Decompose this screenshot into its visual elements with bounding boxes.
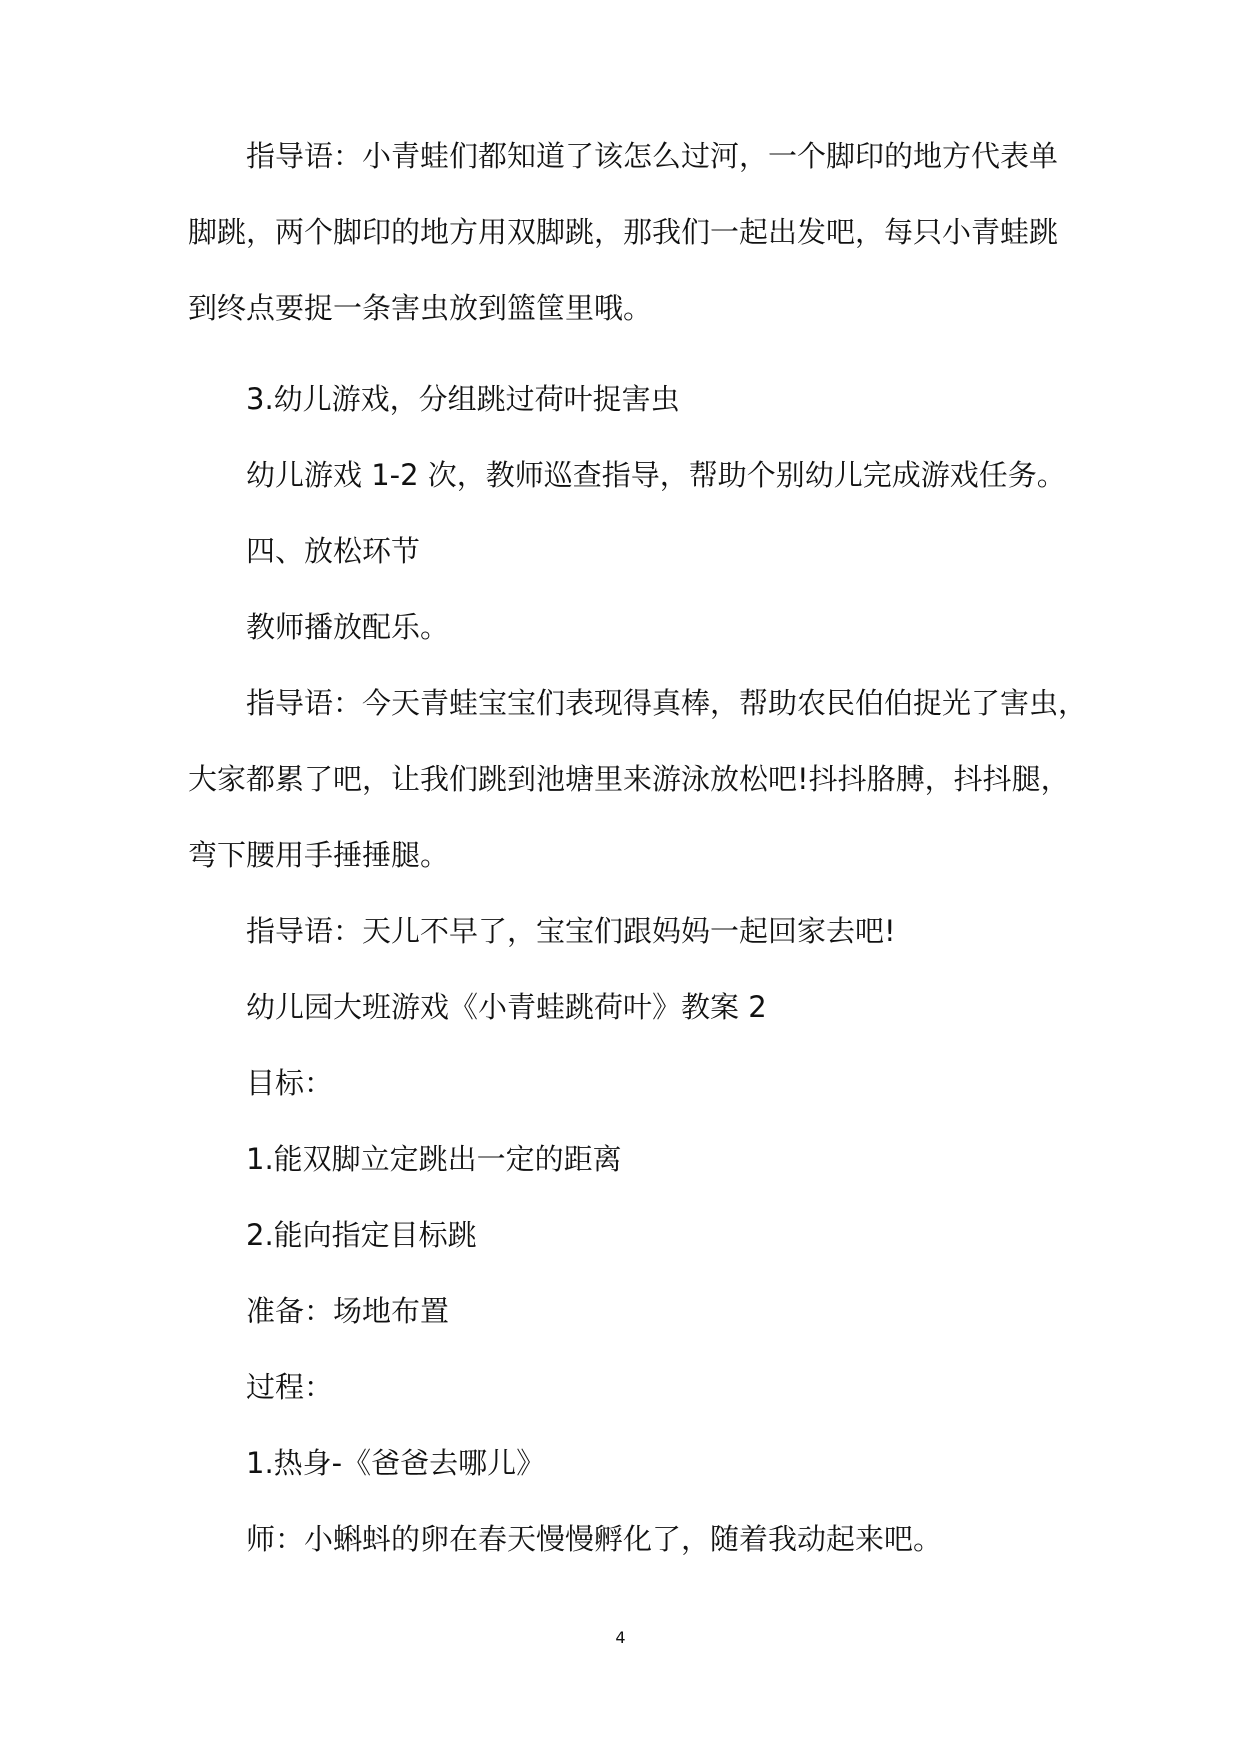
paragraph-goal-1 (188, 1121, 1068, 1197)
paragraph-line: 教师播放配乐。 (246, 610, 450, 644)
paragraph-line: 幼儿园大班游戏《小青蛙跳荷叶》教案 2 (246, 990, 767, 1024)
paragraph-line: 目标： (246, 1066, 334, 1100)
paragraph-line: 过程： (246, 1370, 334, 1404)
paragraph-line: 指导语：小青蛙们都知道了该怎么过河，一个脚印的地方代表单 (246, 139, 1059, 173)
paragraph-game-rounds (188, 437, 1068, 513)
paragraph-section-relax-heading (188, 513, 1068, 589)
paragraph-process-heading (188, 1349, 1068, 1425)
paragraph-line: 指导语：今天青蛙宝宝们表现得真棒，帮助农民伯伯捉光了害虫， (246, 686, 1088, 720)
paragraph-line: 2.能向指定目标跳 (246, 1218, 477, 1252)
paragraph-lesson-plan-2-title (188, 969, 1068, 1045)
paragraph-line: 幼儿游戏 1-2 次，教师巡查指导，帮助个别幼儿完成游戏任务。 (246, 458, 1066, 492)
paragraph-preparation (188, 1273, 1068, 1349)
paragraph-line: 脚跳，两个脚印的地方用双脚跳，那我们一起出发吧，每只小青蛙跳 (188, 215, 1059, 249)
paragraph-step-3-heading (188, 361, 1068, 437)
paragraph-line: 3.幼儿游戏，分组跳过荷叶捉害虫 (246, 382, 680, 416)
paragraph-teacher-tadpole (188, 1501, 1068, 1577)
paragraph-line: 弯下腰用手捶捶腿。 (188, 838, 450, 872)
paragraph-guide-relax (188, 665, 1088, 893)
paragraph-play-music (188, 589, 1068, 665)
paragraph-line: 四、放松环节 (246, 534, 421, 568)
paragraph-line: 准备：场地布置 (246, 1294, 450, 1328)
paragraph-guide-cross-river (188, 118, 1068, 346)
paragraph-guide-go-home (188, 893, 1068, 969)
page-number: 4 (615, 1628, 626, 1647)
paragraph-line: 师：小蝌蚪的卵在春天慢慢孵化了，随着我动起来吧。 (246, 1522, 943, 1556)
paragraph-line: 到终点要捉一条害虫放到篮筐里哦。 (188, 291, 653, 325)
paragraph-line: 1.热身-《爸爸去哪儿》 (246, 1446, 546, 1480)
paragraph-goals-heading (188, 1045, 1068, 1121)
paragraph-warmup (188, 1425, 1068, 1501)
paragraph-goal-2 (188, 1197, 1068, 1273)
paragraph-line: 大家都累了吧，让我们跳到池塘里来游泳放松吧!抖抖胳膊，抖抖腿， (188, 762, 1070, 796)
paragraph-line: 1.能双脚立定跳出一定的距离 (246, 1142, 622, 1176)
paragraph-line: 指导语：天儿不早了，宝宝们跟妈妈一起回家去吧! (246, 914, 896, 948)
